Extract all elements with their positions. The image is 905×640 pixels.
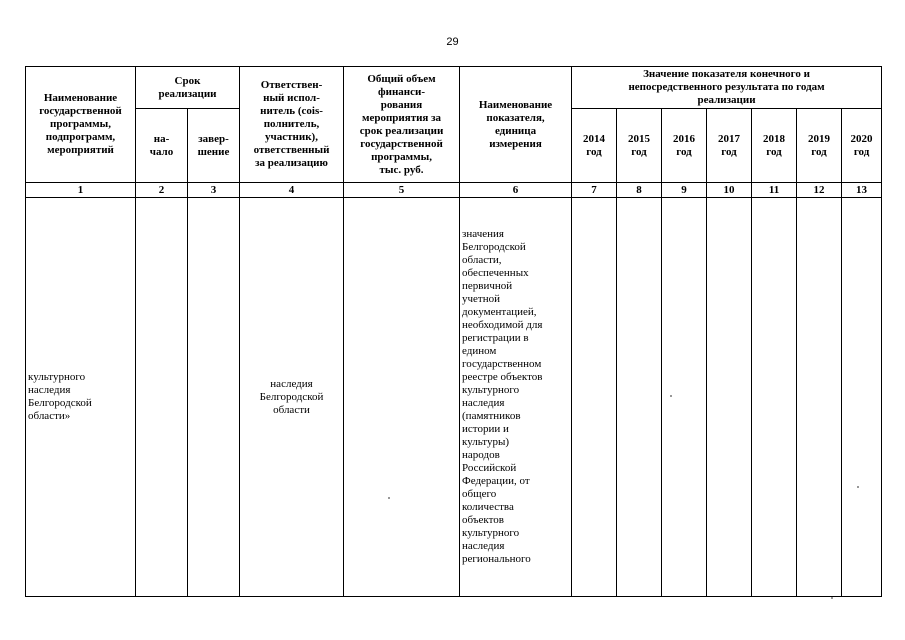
table-row xyxy=(26,198,882,597)
header-year-2014: 2014 год xyxy=(572,109,617,183)
header-year-2019: 2019 год xyxy=(797,109,842,183)
column-number: 8 xyxy=(617,183,662,198)
header-year-2020: 2020 год xyxy=(842,109,882,183)
column-number: 7 xyxy=(572,183,617,198)
scan-speck xyxy=(831,597,833,599)
header-end: завер- шение xyxy=(188,109,240,183)
header-year-2015: 2015 год xyxy=(617,109,662,183)
cell-value-2017 xyxy=(707,198,752,597)
header-indicator: Наименование показателя, единица измерения xyxy=(460,67,572,183)
scan-speck xyxy=(670,395,672,397)
cell-program-name: культурного наследия Белгородской области» xyxy=(26,198,136,597)
cell-indicator: значения Белгородской области, обеспеченных первичной учетной документацией, необходимой для регистрации в едином государственном реестре объектов культурного наследия (памятников истории и культуры) народов Российской Федерации, от общего количества объектов культурного наследия регионального xyxy=(460,198,572,597)
header-financing: Общий объем финанси- рования мероприятия за срок реализации государственной программы, тыс. руб. xyxy=(344,67,460,183)
cell-financing xyxy=(344,198,460,597)
header-responsible: Ответствен- ный испол- нитель (сois- полнитель, участник), ответственный за реализацию xyxy=(240,67,344,183)
cell-value-2015 xyxy=(617,198,662,597)
column-number: 2 xyxy=(136,183,188,198)
cell-value-2018 xyxy=(752,198,797,597)
scan-speck xyxy=(857,486,859,488)
cell-value-2020 xyxy=(842,198,882,597)
page-number: 29 xyxy=(446,36,459,48)
header-start: на- чало xyxy=(136,109,188,183)
scan-speck xyxy=(388,497,390,499)
column-number: 12 xyxy=(797,183,842,198)
column-number: 5 xyxy=(344,183,460,198)
column-number: 11 xyxy=(752,183,797,198)
cell-responsible: наследия Белгородской области xyxy=(240,198,344,597)
cell-end xyxy=(188,198,240,597)
cell-start xyxy=(136,198,188,597)
header-year-2016: 2016 год xyxy=(662,109,707,183)
indicators-table xyxy=(25,66,882,597)
header-program-name: Наименование государственной программы, подпрограмм, мероприятий xyxy=(26,67,136,183)
header-year-2018: 2018 год xyxy=(752,109,797,183)
column-number: 10 xyxy=(707,183,752,198)
column-number: 9 xyxy=(662,183,707,198)
cell-value-2016 xyxy=(662,198,707,597)
header-indicator-values: Значение показателя конечного и непосредственного результата по годам реализации xyxy=(572,67,882,109)
column-number: 13 xyxy=(842,183,882,198)
cell-value-2014 xyxy=(572,198,617,597)
column-number: 3 xyxy=(188,183,240,198)
column-number: 6 xyxy=(460,183,572,198)
header-term: Срок реализации xyxy=(136,67,240,109)
column-number: 1 xyxy=(26,183,136,198)
cell-value-2019 xyxy=(797,198,842,597)
column-number: 4 xyxy=(240,183,344,198)
header-year-2017: 2017 год xyxy=(707,109,752,183)
